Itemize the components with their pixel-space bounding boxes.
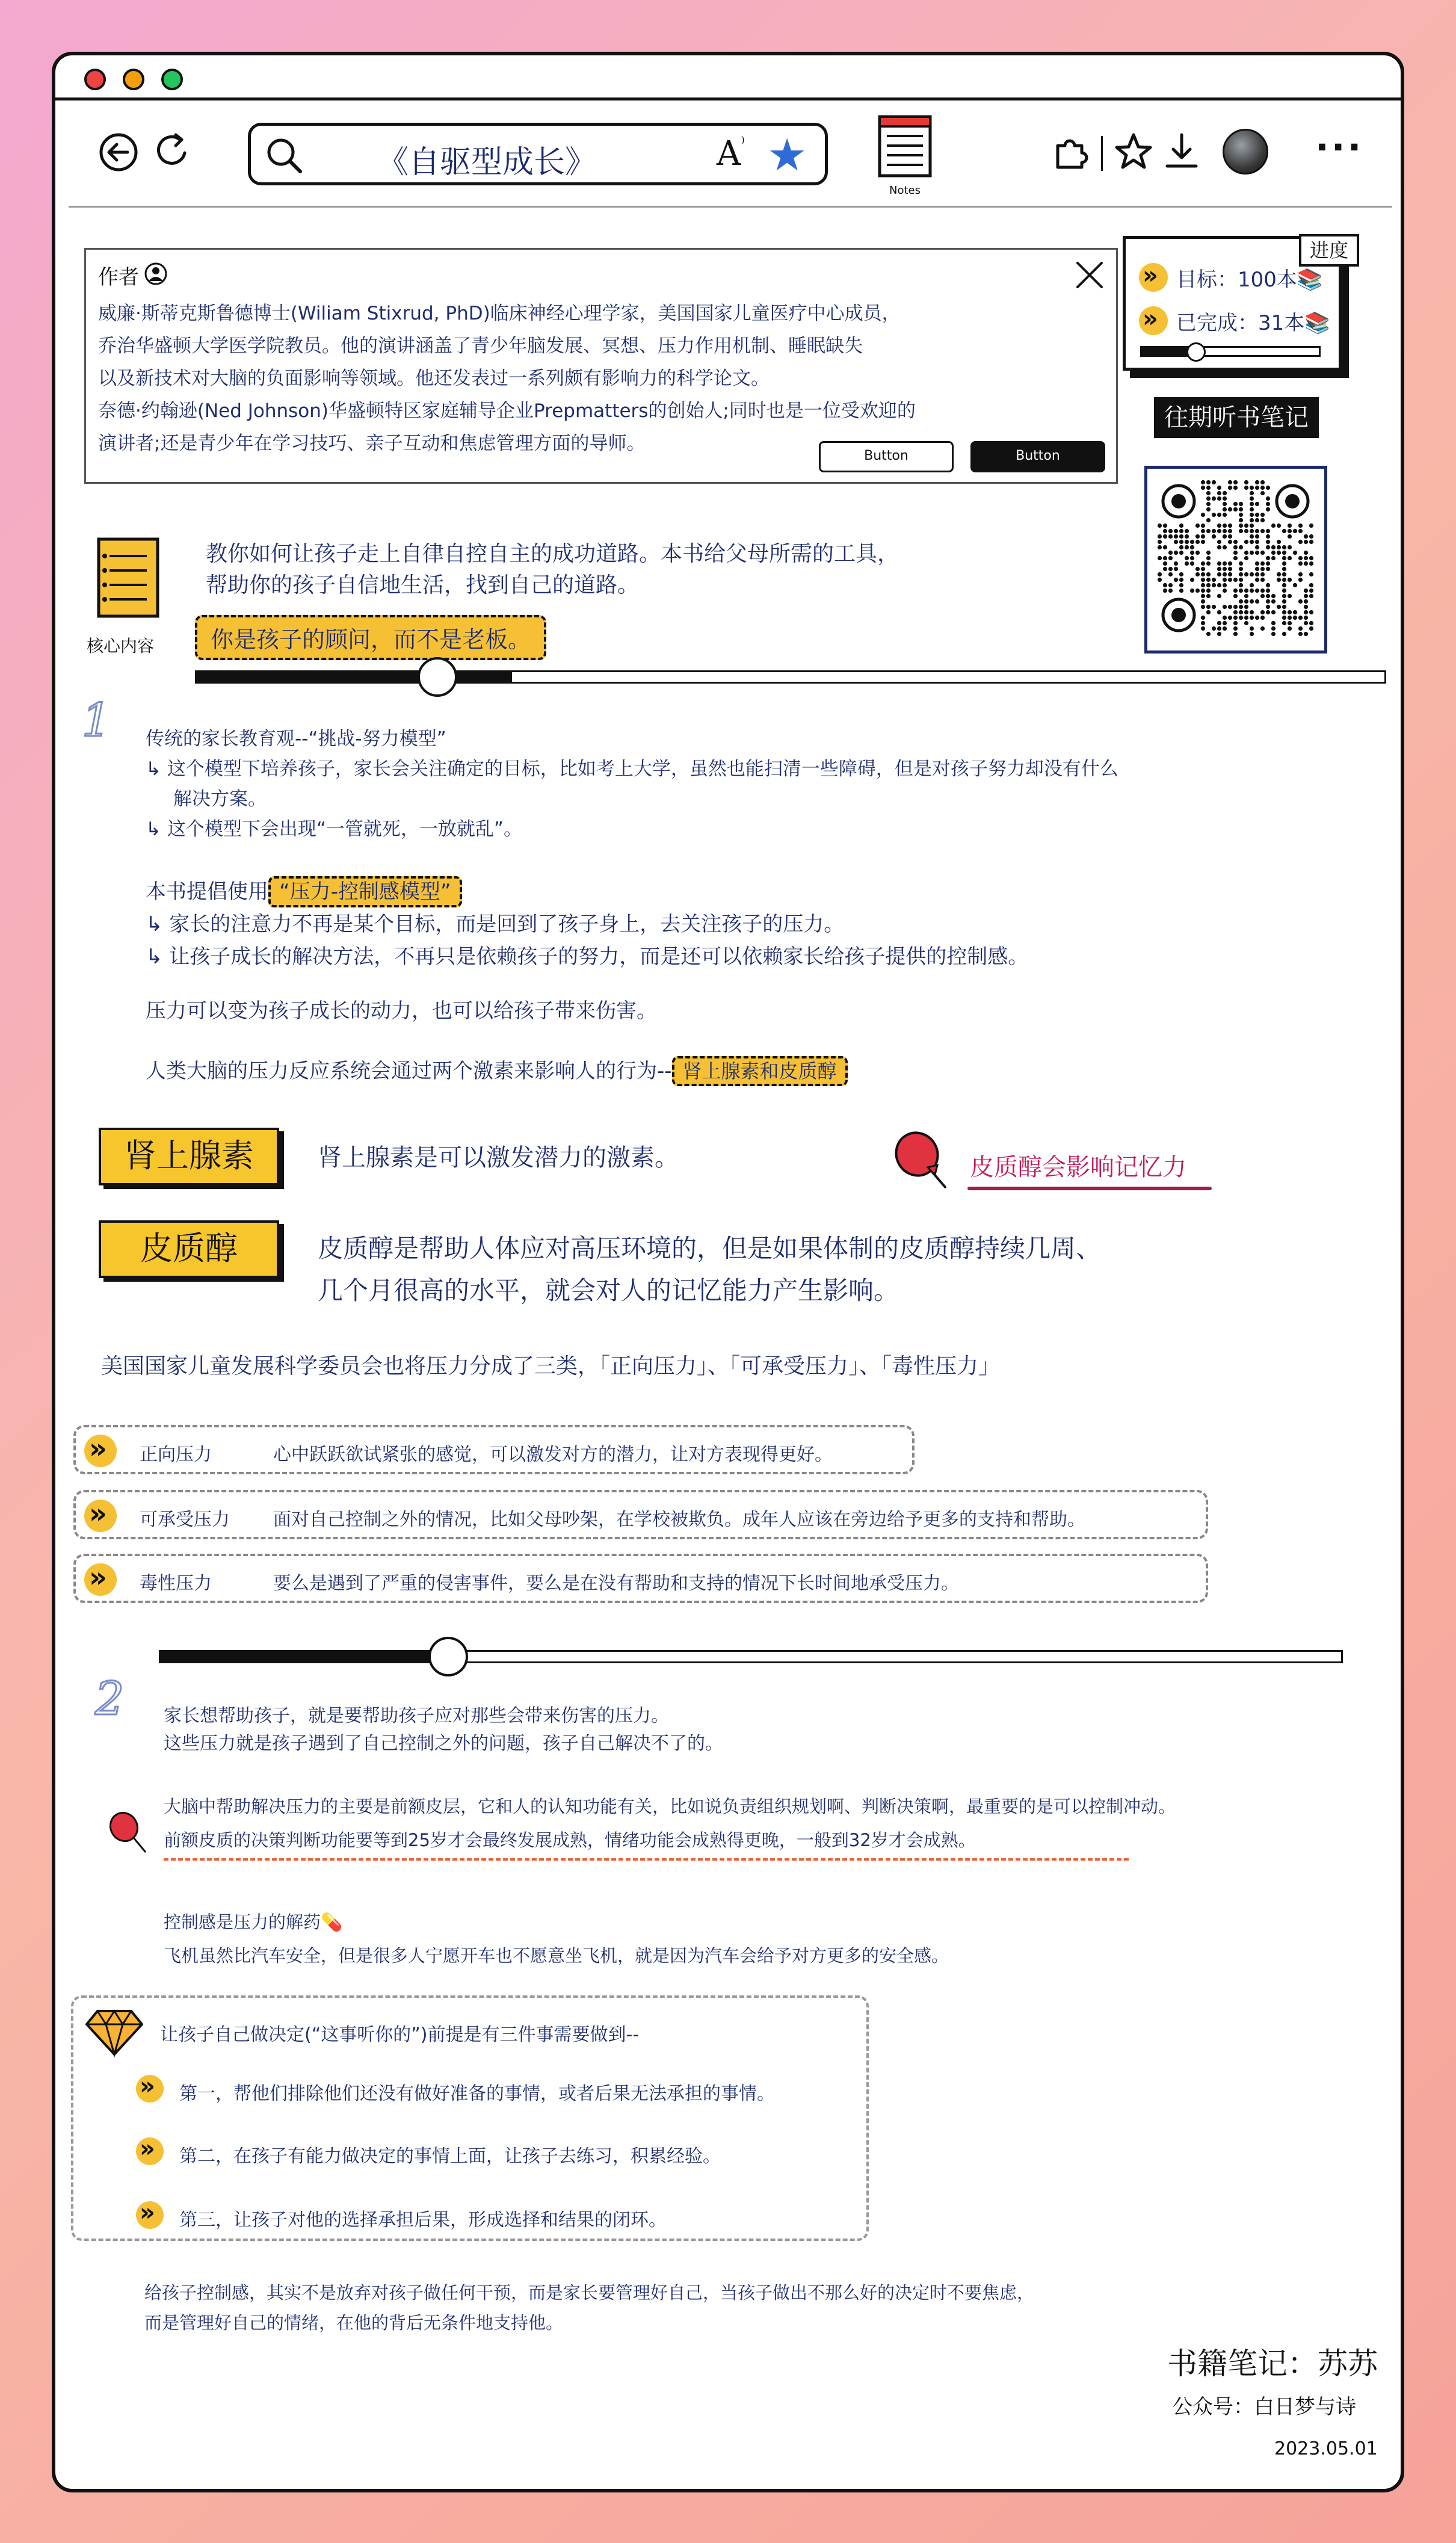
conclusion-line: 而是管理好自己的情绪，在他的背后无条件地支持他。 xyxy=(144,2313,564,2333)
chevron-right-icon: » xyxy=(1139,263,1168,292)
qr-code-image xyxy=(1147,469,1324,650)
extensions-icon[interactable] xyxy=(1052,132,1090,171)
slider-knob[interactable] xyxy=(428,1637,468,1676)
section-number-2: 2 xyxy=(95,1672,125,1725)
control-line: 飞机虽然比汽车安全，但是很多人宁愿开车也不愿意坐飞机，就是因为汽车会给予对方更多的安全感。 xyxy=(164,1945,949,1966)
notepad-icon xyxy=(95,536,161,620)
qr-label: 往期听书笔记 xyxy=(1154,397,1319,438)
toolbar-divider xyxy=(1101,136,1103,171)
brain-line: 大脑中帮助解决压力的主要是前额皮层，它和人的认知功能有关，比如说负责组织规划啊、判断决策啊，最重要的是可以控制冲动。 xyxy=(164,1796,1176,1817)
date: 2023.05.01 xyxy=(1274,2438,1378,2459)
stress-desc: 面对自己控制之外的情况，比如父母吵架，在学校被欺负。成年人应该在旁边给予更多的支持和帮助。 xyxy=(273,1509,1085,1530)
close-icon[interactable] xyxy=(1073,258,1106,292)
stress-name: 可承受压力 xyxy=(140,1509,230,1530)
advocate-highlight: “压力-控制感模型” xyxy=(268,876,462,907)
slider-fill xyxy=(197,672,512,682)
adrenaline-desc: 肾上腺素是可以激发潜力的激素。 xyxy=(318,1144,679,1172)
close-window-button[interactable] xyxy=(84,69,106,90)
divider-slider xyxy=(159,1650,1343,1663)
credit: 书籍笔记：苏苏 xyxy=(1167,2346,1378,2381)
progress-widget xyxy=(1123,236,1348,371)
core-highlight: 你是孩子的顾问，而不是老板。 xyxy=(195,615,546,660)
balloon-icon xyxy=(890,1129,957,1195)
stress-item xyxy=(73,1425,915,1474)
notes-icon[interactable] xyxy=(875,110,935,188)
hormone-highlight: 肾上腺素和皮质醇 xyxy=(672,1056,848,1086)
decision-box xyxy=(71,1995,869,2241)
button-solid[interactable]: Button xyxy=(970,441,1105,472)
stress-item xyxy=(73,1490,1208,1539)
refresh-icon[interactable] xyxy=(152,130,194,172)
stress-desc: 心中跃跃欲试紧张的感觉，可以激发对方的潜力，让对方表现得更好。 xyxy=(273,1444,833,1465)
hormone-prefix: 人类大脑的压力反应系统会通过两个激素来影响人的行为-- xyxy=(146,1059,672,1083)
search-bar[interactable] xyxy=(248,123,828,185)
chevron-right-icon: » xyxy=(84,1563,117,1596)
chevron-right-icon: » xyxy=(136,2201,164,2229)
slider-knob[interactable] xyxy=(418,657,457,697)
avatar[interactable] xyxy=(1223,129,1268,175)
advocate-line: ↳ 家长的注意力不再是某个目标，而是回到了孩子身上，去关注孩子的压力。 xyxy=(146,912,845,936)
decision-intro: 让孩子自己做决定(“这事听你的”)前提是有三件事需要做到-- xyxy=(160,2024,640,2045)
maximize-window-button[interactable] xyxy=(161,69,183,90)
section1-line: ↳ 这个模型下培养孩子，家长会关注确定的目标，比如考上大学，虽然也能扫清一些障碍，但是对孩子努力却没有什么 xyxy=(146,758,1118,780)
slider-fill xyxy=(161,1652,443,1661)
download-icon[interactable] xyxy=(1162,131,1201,172)
advocate-line: ↳ 让孩子成长的解决方法，不再只是依赖孩子的努力，而是还可以依赖家长给孩子提供的控制感。 xyxy=(146,945,1029,969)
stress-item xyxy=(73,1554,1208,1603)
decision-item: 第三，让孩子对他的选择承担后果，形成选择和结果的闭环。 xyxy=(179,2210,667,2231)
read-aloud-icon[interactable]: A⁾ xyxy=(717,134,745,173)
section1-line: ↳ 这个模型下会出现“一管就死，一放就乱”。 xyxy=(146,818,522,840)
author-card xyxy=(84,248,1118,484)
chevron-right-icon: » xyxy=(84,1435,117,1467)
account: 公众号：白日梦与诗 xyxy=(1172,2395,1356,2419)
progress-knob[interactable] xyxy=(1186,342,1206,362)
favorites-icon[interactable] xyxy=(1113,131,1154,172)
stress-name: 正向压力 xyxy=(140,1444,212,1465)
favorite-star-icon[interactable]: ★ xyxy=(767,129,807,181)
minimize-window-button[interactable] xyxy=(123,69,144,90)
titlebar-divider xyxy=(55,97,1404,100)
core-line: 帮助你的孩子自信地生活，找到自己的道路。 xyxy=(206,573,640,598)
brain-underline xyxy=(164,1858,1129,1861)
divider-slider xyxy=(195,670,1386,684)
back-arrow-icon[interactable] xyxy=(97,131,140,173)
author-label: 作者 xyxy=(98,265,139,289)
author-line: 威廉·斯蒂克斯鲁德博士(Wiliam Stixrud, PhD)临床神经心理学家，美国国家儿童医疗中心成员， xyxy=(98,303,901,324)
section-number-1: 1 xyxy=(82,693,111,747)
progress-target: 目标：100本📚 xyxy=(1176,268,1323,292)
section1-line: 解决方案。 xyxy=(173,788,267,810)
cortisol-desc: 皮质醇是帮助人体应对高压环境的，但是如果体制的皮质醇持续几周、 xyxy=(318,1234,1102,1263)
author-line: 演讲者;还是青少年在学习技巧、亲子互动和焦虑管理方面的导师。 xyxy=(98,433,646,454)
core-label: 核心内容 xyxy=(87,636,155,656)
chevron-right-icon: » xyxy=(136,2075,164,2103)
cortisol-note: 皮质醇会影响记忆力 xyxy=(970,1154,1186,1181)
tag-cortisol: 皮质醇 xyxy=(99,1220,279,1278)
progress-tab[interactable]: 进度 xyxy=(1299,234,1359,267)
section1-line: 传统的家长教育观--“挑战-努力模型” xyxy=(146,728,446,750)
control-line: 控制感是压力的解药💊 xyxy=(164,1912,343,1932)
chevron-right-icon: » xyxy=(1139,306,1168,335)
section2-line: 家长想帮助孩子，就是要帮助孩子应对那些会带来伤害的压力。 xyxy=(164,1705,669,1726)
decision-item: 第一，帮他们排除他们还没有做好准备的事情，或者后果无法承担的事情。 xyxy=(179,2083,775,2104)
person-icon xyxy=(144,262,168,286)
qr-code[interactable] xyxy=(1144,466,1327,654)
diamond-icon xyxy=(84,2006,144,2058)
app-window xyxy=(52,52,1404,2492)
stress-desc: 要么是遇到了严重的侵害事件，要么是在没有帮助和支持的情况下长时间地承受压力。 xyxy=(273,1573,959,1594)
progress-done: 已完成：31本📚 xyxy=(1176,311,1330,335)
note-underline xyxy=(967,1187,1212,1190)
pressure-line: 压力可以变为孩子成长的动力，也可以给孩子带来伤害。 xyxy=(146,999,657,1023)
hormone-line xyxy=(146,1054,848,1084)
tag-adrenaline: 肾上腺素 xyxy=(99,1128,279,1185)
more-menu-icon[interactable]: ··· xyxy=(1315,126,1364,168)
stress-intro: 美国国家儿童发展科学委员会也将压力分成了三类，「正向压力」、「可承受压力」、「毒性压力」 xyxy=(101,1354,1001,1379)
button-outline[interactable]: Button xyxy=(819,441,954,472)
balloon-icon xyxy=(106,1810,153,1857)
section2-line: 这些压力就是孩子遇到了自己控制之外的问题，孩子自己解决不了的。 xyxy=(164,1733,723,1754)
brain-line: 前额皮质的决策判断功能要等到25岁才会最终发展成熟，情绪功能会成熟得更晚，一般到32岁才会成熟。 xyxy=(164,1830,976,1850)
chevron-right-icon: » xyxy=(84,1500,117,1532)
advocate-prefix: 本书提倡使用 xyxy=(146,880,268,904)
search-icon xyxy=(263,134,305,176)
advocate-line xyxy=(146,875,462,904)
stress-name: 毒性压力 xyxy=(140,1573,212,1594)
conclusion-line: 给孩子控制感，其实不是放弃对孩子做任何干预，而是家长要管理好自己，当孩子做出不那么好的决定时不要焦虑， xyxy=(144,2282,1035,2303)
author-line: 奈德·约翰逊(Ned Johnson)华盛顿特区家庭辅导企业Prepmatters的创始人;同时也是一位受欢迎的 xyxy=(98,400,916,422)
search-text: 《自驱型成长》 xyxy=(377,144,597,181)
notes-label: Notes xyxy=(889,184,921,197)
core-line: 教你如何让孩子走上自律自控自主的成功道路。本书给父母所需的工具， xyxy=(206,542,899,566)
author-line: 以及新技术对大脑的负面影响等领域。他还发表过一系列颇有影响力的科学论文。 xyxy=(98,368,770,389)
cortisol-desc: 几个月很高的水平，就会对人的记忆能力产生影响。 xyxy=(318,1276,899,1305)
chevron-right-icon: » xyxy=(136,2137,164,2165)
progress-bar xyxy=(1140,346,1321,357)
author-line: 乔治华盛顿大学医学院教员。他的演讲涵盖了青少年脑发展、冥想、压力作用机制、睡眠缺失 xyxy=(98,335,863,357)
decision-item: 第二，在孩子有能力做决定的事情上面，让孩子去练习，积累经验。 xyxy=(179,2146,721,2167)
toolbar-divider-line xyxy=(69,206,1392,208)
